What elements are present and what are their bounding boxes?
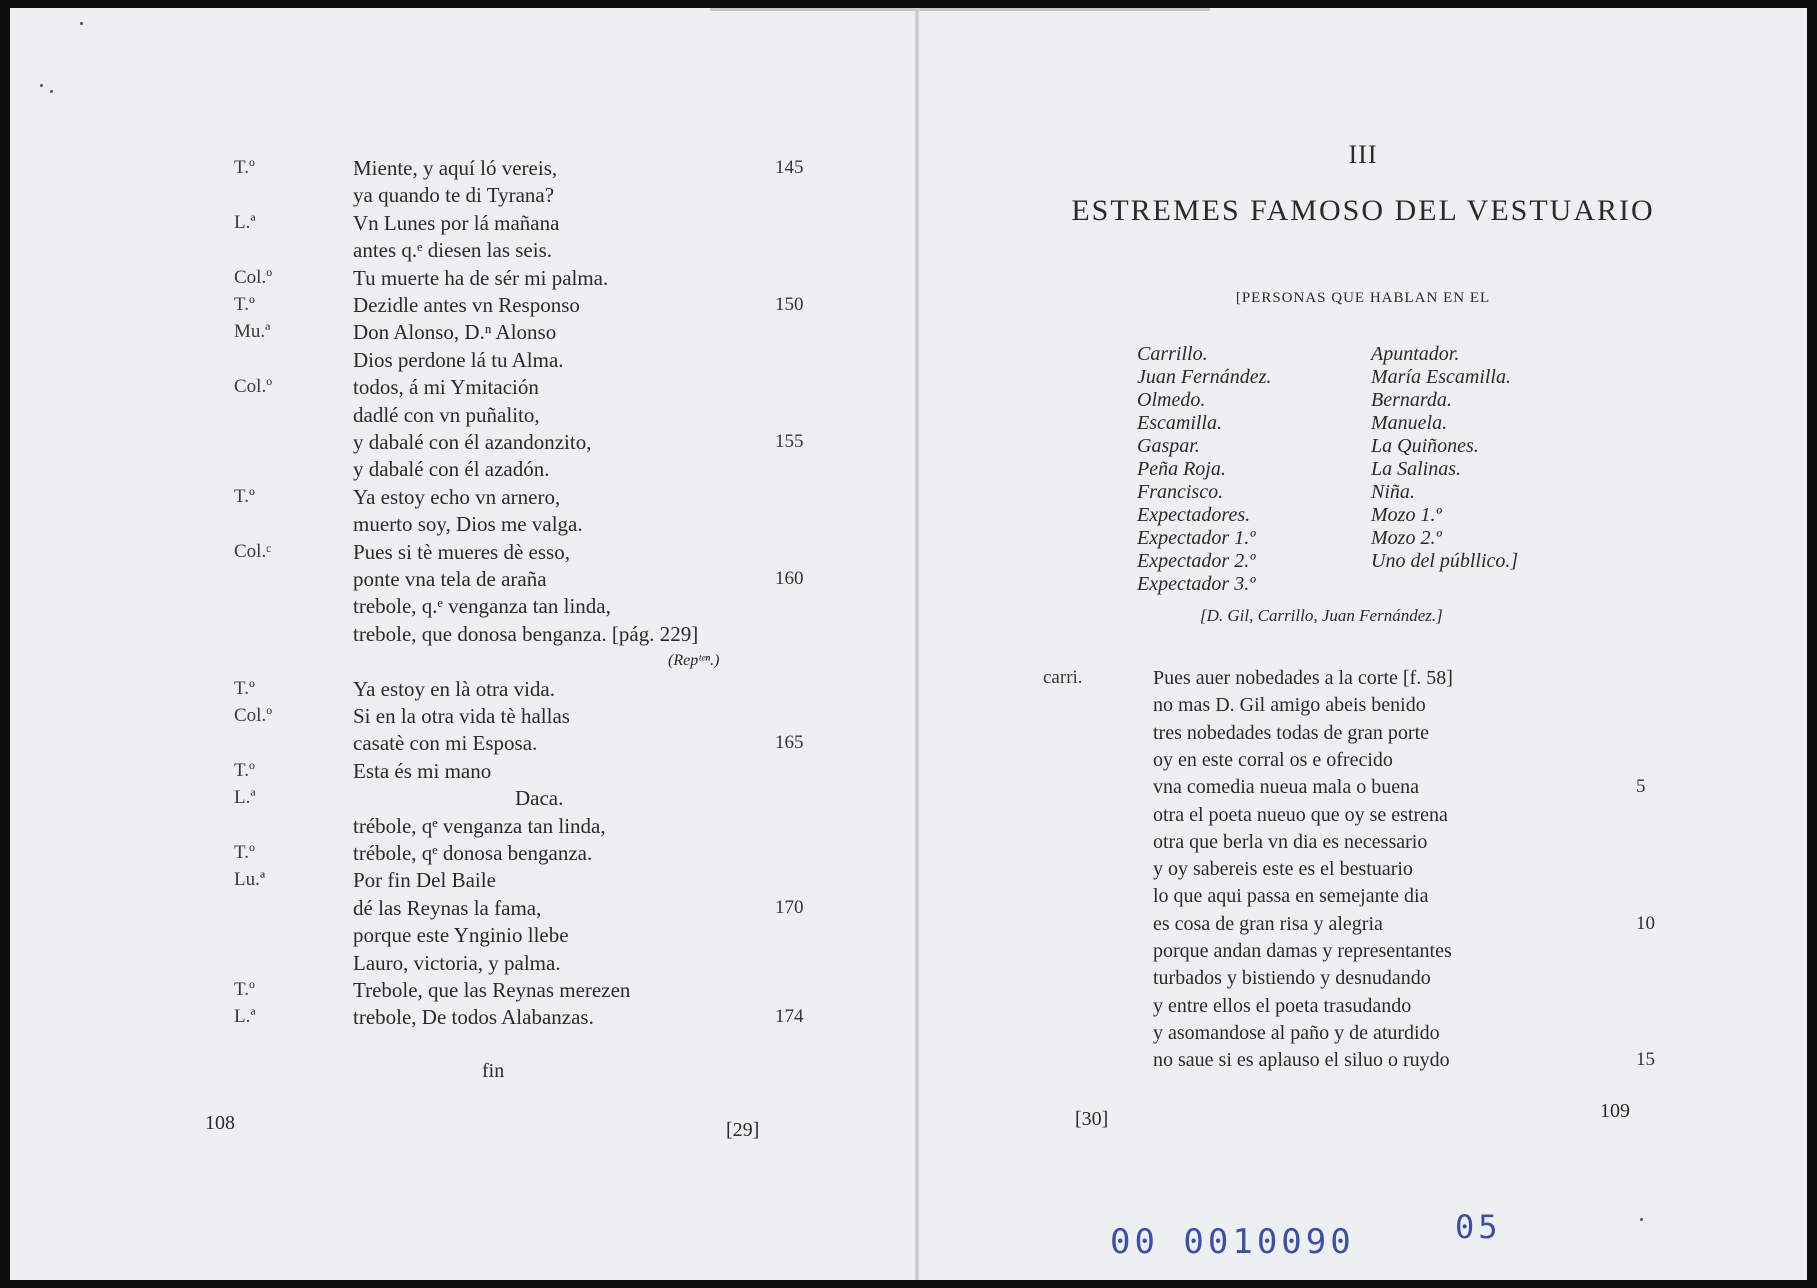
verse-line: vna comedia nueua mala o buena [1153, 776, 1419, 799]
speck [50, 90, 53, 93]
speaker-label: Lu.ª [234, 869, 266, 891]
speaker-label: Mu.ª [234, 321, 271, 343]
play-title: ESTREMES FAMOSO DEL VESTUARIO [1071, 194, 1655, 227]
verse-line: tres nobedades todas de gran porte [1153, 721, 1430, 744]
verse-line: Ya estoy echo vn arnero, [353, 484, 561, 509]
cast-member: Uno del públlico.] [1371, 550, 1519, 572]
act-number: III [1348, 140, 1378, 169]
cast-member: Olmedo. [1137, 389, 1206, 411]
line-number: 10 [1636, 912, 1655, 934]
cast-member: Expectador 1.º [1137, 527, 1256, 549]
cast-member: Niña. [1371, 481, 1415, 503]
archive-stamp-suffix: 05 [1455, 1208, 1502, 1246]
line-number: 174 [775, 1006, 804, 1028]
verse-line: Trebole, que las Reynas merezen [353, 978, 631, 1002]
speaker-label: L.ª [234, 211, 256, 233]
cast-member: Apuntador. [1371, 343, 1460, 365]
verse-line: trébole, qᵉ venganza tan linda, [353, 813, 606, 838]
cast-member: Carrillo. [1137, 343, 1208, 365]
verse-line: Tu muerte ha de sér mi palma. [353, 265, 609, 290]
speaker-label: Col.ᶜ [234, 540, 272, 562]
verse-line: y asomandose al paño y de aturdido [1153, 1021, 1440, 1044]
verse-line: trebole, que donosa benganza. [pág. 229] [353, 621, 699, 646]
line-number: 155 [775, 431, 804, 452]
verse-line: Esta és mi mano [353, 758, 492, 783]
cast-member: La Salinas. [1371, 458, 1462, 480]
verse-line: Por fin Del Baile [353, 868, 496, 893]
cast-member: Expectadores. [1137, 504, 1251, 526]
cast-member: Francisco. [1137, 481, 1224, 503]
cast-member: Juan Fernández. [1137, 366, 1272, 388]
cast-member: La Quiñones. [1371, 435, 1479, 457]
speaker-label: T.º [234, 677, 255, 699]
page-number-right: 109 [1600, 1100, 1630, 1122]
book-spread [10, 8, 1807, 1280]
verse-line: no saue si es aplauso el siluo o ruydo [1153, 1049, 1450, 1072]
speaker-carrillo: carri. [1043, 667, 1083, 688]
line-number: 145 [775, 157, 804, 178]
verse-line: y dabalé con él azadón. [353, 457, 550, 482]
line-number: 15 [1636, 1049, 1655, 1071]
fin-label: fin [482, 1060, 505, 1082]
verse-line: oy en este corral os e ofrecido [1153, 748, 1393, 771]
line-number: 5 [1636, 776, 1646, 798]
verse-line: otra que berla vn dia es necessario [1153, 830, 1428, 853]
speaker-label: T.º [234, 759, 255, 781]
verse-line: ya quando te di Tyrana? [353, 183, 555, 208]
speaker-label: T.º [234, 294, 255, 315]
folio-mark-right: [30] [1075, 1108, 1109, 1130]
verse-line: muerto soy, Dios me valga. [353, 512, 583, 537]
scene-note: [D. Gil, Carrillo, Juan Fernández.] [1200, 606, 1443, 625]
verse-line: Vn Lunes por lá mañana [353, 210, 560, 235]
speck [40, 84, 43, 87]
cast-member: María Escamilla. [1371, 366, 1511, 388]
verse-line: Pues auer nobedades a la corte [f. 58] [1153, 667, 1453, 689]
verse-line: y entre ellos el poeta trasudando [1153, 994, 1412, 1017]
verse-line: no mas D. Gil amigo abeis benido [1153, 694, 1426, 717]
speck [80, 22, 83, 25]
verse-line: Lauro, victoria, y palma. [353, 950, 561, 975]
verse-line: Dios perdone lá tu Alma. [353, 347, 564, 372]
cast-member: Mozo 1.º [1371, 504, 1442, 526]
verse-line: Si en la otra vida tè hallas [353, 704, 570, 728]
cast-member: Bernarda. [1371, 389, 1452, 411]
left-page [10, 8, 915, 1280]
verse-line: Dezidle antes vn Responso [353, 293, 580, 317]
speaker-label: T.º [234, 842, 255, 863]
speaker-label: Col.º [234, 376, 273, 398]
verse-line: casatè con mi Esposa. [353, 731, 538, 756]
cast-member: Expectador 2.º [1137, 550, 1256, 572]
verse-line: Daca. [515, 786, 564, 811]
line-number: 165 [775, 732, 804, 754]
verse-line: Don Alonso, D.ⁿ Alonso [353, 320, 557, 345]
speaker-label: Col.º [234, 266, 273, 288]
verse-line: y dabalé con él azandonzito, [353, 430, 592, 454]
line-number: 150 [775, 294, 804, 315]
right-page [919, 8, 1807, 1280]
speck [1640, 1218, 1643, 1221]
speaker-label: L.ª [234, 1006, 256, 1028]
speaker-label: T.º [234, 979, 255, 1000]
cast-member: Escamilla. [1137, 412, 1222, 434]
verse-line: dadlé con vn puñalito, [353, 402, 540, 427]
speaker-label: T.º [234, 485, 255, 507]
cast-list-left [1137, 343, 1271, 596]
verse-line: trebole, De todos Alabanzas. [353, 1005, 594, 1030]
verse-line: es cosa de gran risa y alegria [1153, 912, 1383, 935]
verse-line: y oy sabereis este es el bestuario [1153, 858, 1413, 881]
verse-line: porque este Ynginio llebe [353, 923, 569, 948]
speaker-label: T.º [234, 157, 255, 178]
speaker-label: Col.º [234, 705, 273, 726]
cast-member: Manuela. [1371, 412, 1448, 434]
cast-member: Gaspar. [1137, 435, 1200, 457]
cast-member: Expectador 3.º [1137, 573, 1256, 595]
persons-heading: [PERSONAS QUE HABLAN EN EL [1235, 290, 1491, 306]
folio-mark-left: [29] [726, 1119, 760, 1141]
line-number: 170 [775, 896, 804, 918]
speaker-label: L.ª [234, 787, 256, 809]
verse-line: trebole, q.ᵉ venganza tan linda, [353, 594, 611, 619]
cast-member: Peña Roja. [1137, 458, 1226, 480]
verse-line: ponte vna tela de araña [353, 567, 547, 591]
verse-line: turbados y bistiendo y desnudando [1153, 967, 1431, 990]
cast-list-right [1371, 343, 1518, 573]
verse-line: porque andan damas y representantes [1153, 940, 1452, 962]
verse-line: trébole, qᵉ donosa benganza. [353, 841, 593, 865]
line-number: 160 [775, 568, 804, 589]
archive-stamp: 00 0010090 [1110, 1222, 1355, 1262]
cast-member: Mozo 2.º [1371, 527, 1442, 549]
verse-line: todos, á mi Ymitación [353, 375, 539, 400]
verse-line: otra el poeta nueuo que oy se estrena [1153, 803, 1448, 826]
verse-line: antes q.ᵉ diesen las seis. [353, 238, 553, 263]
page-number-left: 108 [205, 1112, 235, 1134]
verse-line: Pues si tè mueres dè esso, [353, 539, 570, 564]
verse-line: lo que aqui passa en semejante dia [1153, 885, 1429, 908]
verse-line: (Repᵗᵉⁿ.) [668, 652, 720, 670]
verse-line: dé las Reynas la fama, [353, 895, 542, 920]
verse-line: Miente, y aquí ló vereis, [353, 156, 558, 180]
verse-line: Ya estoy en là otra vida. [353, 676, 555, 701]
